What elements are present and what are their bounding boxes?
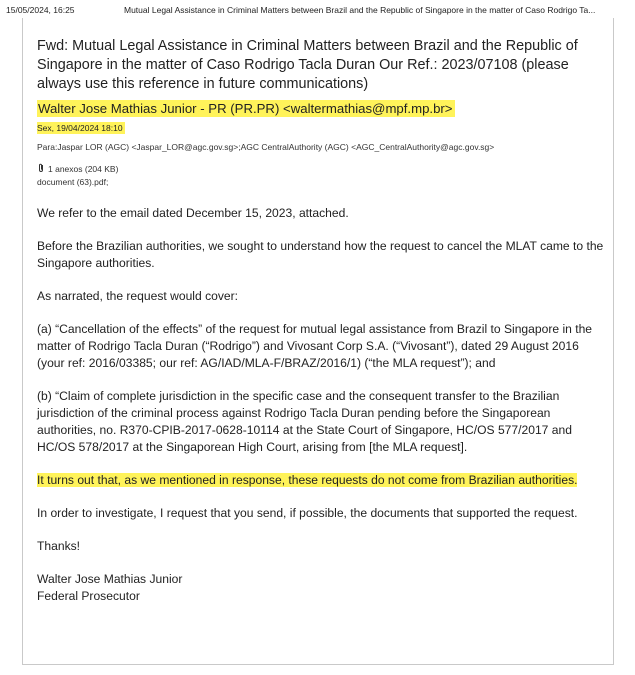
attachment-file-link[interactable]: document (63).pdf; — [37, 177, 109, 187]
attachment-count: 1 anexos (204 KB) — [48, 164, 119, 174]
email-recipients: Para:Jaspar LOR (AGC) <Jaspar_LOR@agc.gov.sg>;AGC CentralAuthority (AGC) <AGC_CentralAuthority@agc.gov.sg> — [37, 142, 495, 152]
email-body — [37, 205, 607, 605]
email-subject: Fwd: Mutual Legal Assistance in Criminal Matters between Brazil and the Republic of Singapore in the matter of Caso Rodrigo Tacla Duran Our Ref.: 2023/07108 (please always use this reference in future communications) — [37, 38, 578, 92]
body-paragraph: Before the Brazilian authorities, we sought to understand how the request to cancel the MLAT came to the Singapore authorities. — [37, 239, 604, 270]
body-paragraph: (b) “Claim of complete jurisdiction in the specific case and the consequent transfer to the Brazilian jurisdiction of the criminal process against Rodrigo Tacla Duran pending before the Singaporean authorities, no. R370-CPIB-2017-0628-10114 at the State Court of Singapore, HC/OS 577/2017 and HC/OS 578/2017 at the Singaporean High Court, arising from [the MLA request]. — [37, 389, 572, 454]
email-content — [37, 37, 607, 605]
email-sender[interactable]: Walter Jose Mathias Junior - PR (PR.PR) <waltermathias@mpf.mp.br> — [38, 101, 453, 116]
print-date: 15/05/2024, 16:25 — [6, 5, 75, 15]
signature — [37, 571, 607, 605]
signature-title: Federal Prosecutor — [37, 589, 140, 603]
print-title: Mutual Legal Assistance in Criminal Matters between Brazil and the Republic of Singapore in the matter of Caso Rodrigo Ta... — [124, 5, 596, 15]
signature-name: Walter Jose Mathias Junior — [37, 572, 183, 586]
paperclip-icon — [37, 163, 45, 173]
highlighted-paragraph — [37, 472, 607, 489]
attachment-summary — [37, 163, 607, 175]
email-sent-date: Sex, 19/04/2024 18:10 — [37, 123, 123, 133]
body-paragraph: We refer to the email dated December 15, 2023, attached. — [37, 206, 349, 220]
body-paragraph: As narrated, the request would cover: — [37, 289, 238, 303]
print-header — [6, 5, 631, 19]
body-paragraph: In order to investigate, I request that you send, if possible, the documents that supported the request. — [37, 506, 578, 520]
highlighted-text: It turns out that, as we mentioned in response, these requests do not come from Brazilian authorities. — [37, 473, 578, 487]
body-paragraph: (a) “Cancellation of the effects” of the request for mutual legal assistance from Brazil to Singapore in the matter of Rodrigo Tacla Duran (“Rodrigo”) and Vivosant Corp S.A. (“Vivosant”), dated 29 August 2016 (your ref: 2016/03385; our ref: AG/IAD/MLA-F/BRAZ/2016/1) (“the MLA request”); and — [37, 322, 593, 370]
body-paragraph: Thanks! — [37, 539, 81, 553]
